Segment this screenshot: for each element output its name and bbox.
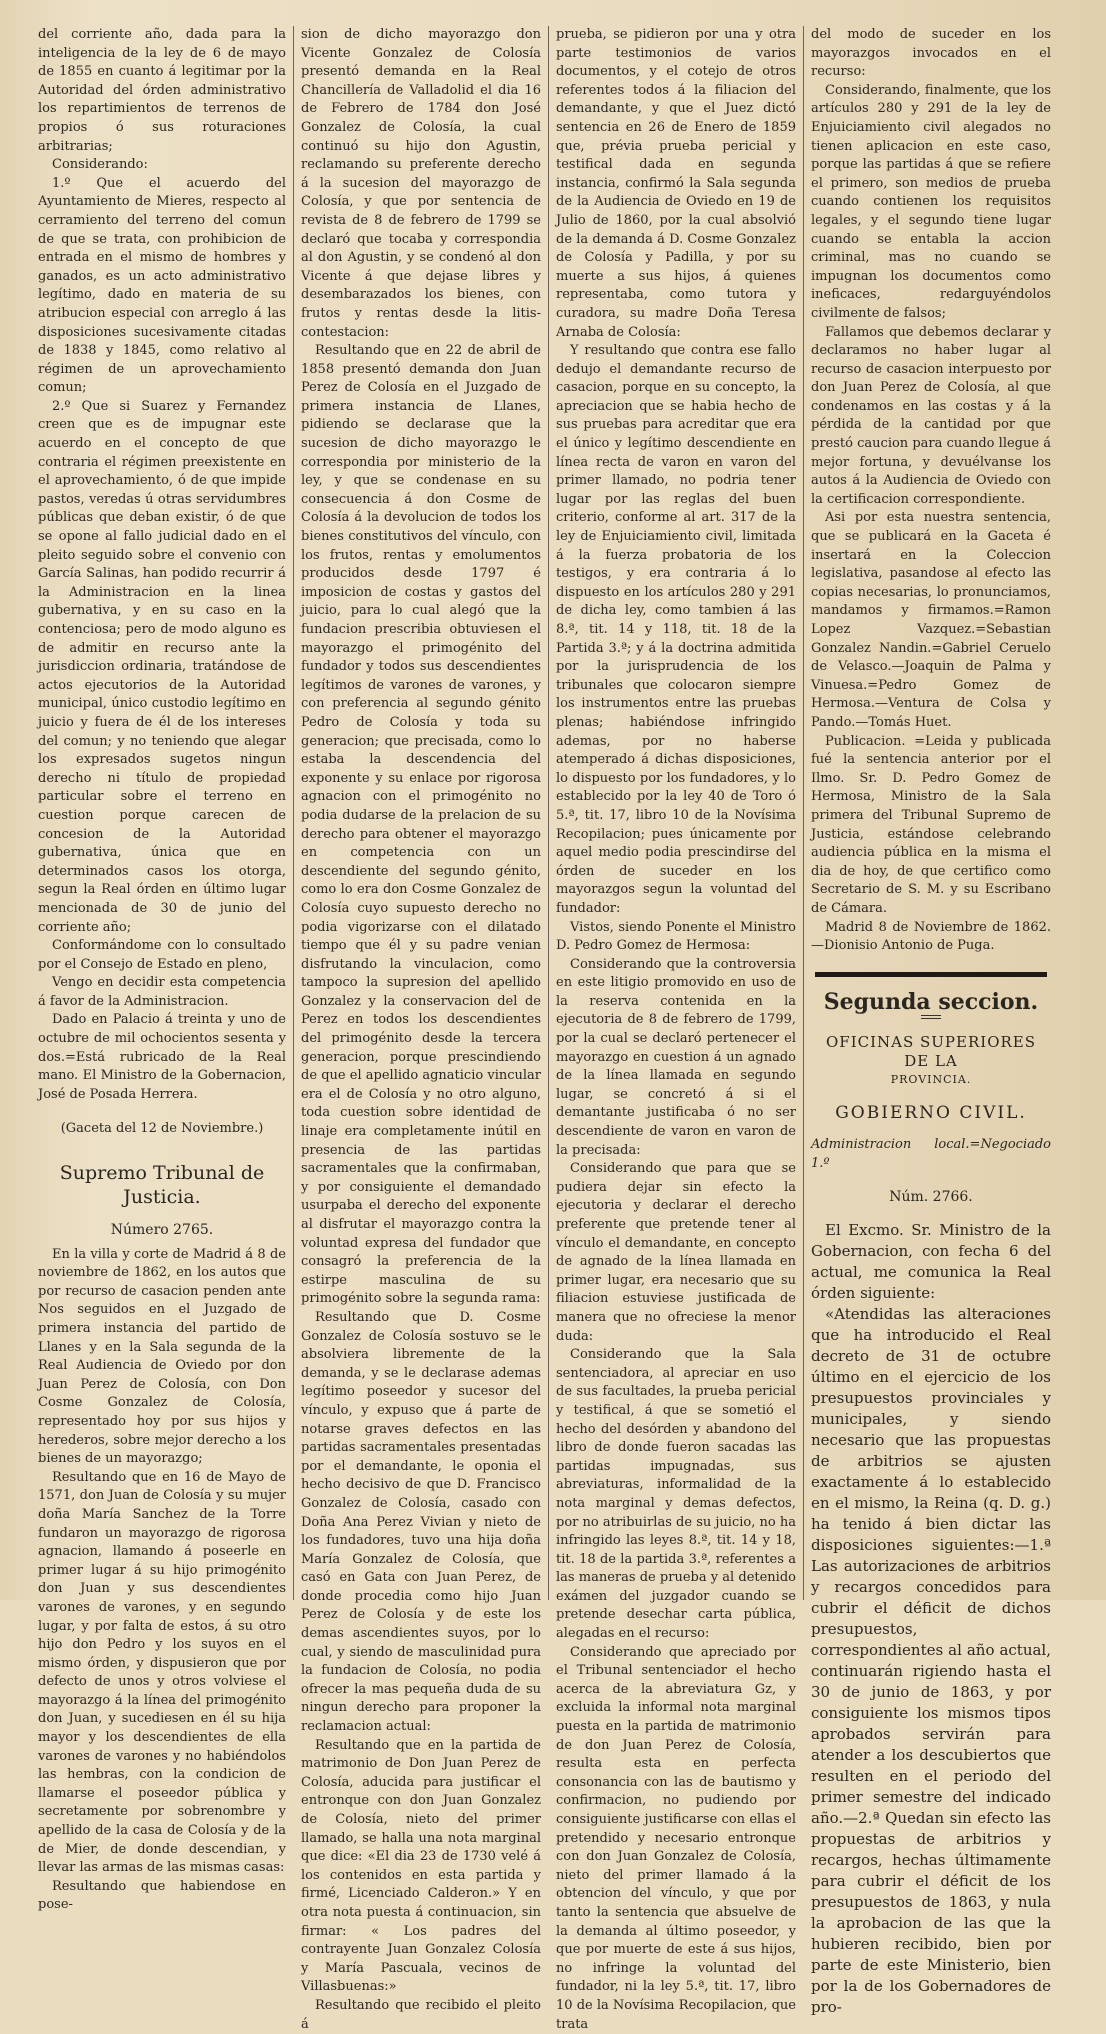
paragraph: El Excmo. Sr. Ministro de la Gobernacion, con fecha 6 del actual, me comunica la Real órden siguiente: — [811, 1221, 1051, 1303]
paragraph: Publicacion. =Leida y publicada fué la sentencia anterior por el Ilmo. Sr. D. Pedro Gomez de Hermosa, Ministro de la Sala primera del Tribunal Supremo de Justicia, estándose celebrando audiencia pública en la misma el dia de hoy, de que certifico como Secretario de S. M. y su Escribano de Cámara. — [811, 733, 1051, 916]
paragraph: Asi por esta nuestra sentencia, que se publicará en la Gaceta é insertará en la Coleccion legislativa, pasandose al efecto las copias necesarias, lo pronunciamos, mandamos y firmamos.=Ramon Lopez Vazquez.=Sebastian Gonzalez Nandin.=Gabriel Ceruelo de Velasco.—Joaquin de Palma y Vinuesa.=Pedro Gomez de Hermosa.—Ventura de Colsa y Pando.—Tomás Huet. — [811, 510, 1051, 730]
paragraph: sion de dicho mayorazgo don Vicente Gonzalez de Colosía presentó demanda en la Real Chancillería de Valladolid el dia 16 de Febrero de 1784 don José Gonzalez de Colosía, la cual continuó su hijo don Agustin, reclamando su preferente derecho á la sucesion del mayorazgo de Colosía, y que por sentencia de revista de 8 de febrero de 1799 se declaró que tocaba y correspondia al don Agustin, y se condenó al don Vicente á que dejase libres y desembarazados los bienes, con frutos y rentas desde la litis-contestacion: — [301, 27, 541, 340]
paragraph: prueba, se pidieron por una y otra parte testimonios de varios documentos, y el cotejo de otros referentes todos á la filiacion del demandante, y que el Juez dictó sentencia en 26 de Enero de 1859 que, prévia prueba pericial y testifical dada en segunda instancia, confirmó la Sala segunda de la Audiencia de Oviedo en 19 de Julio de 1860, por la cual absolvió de la demanda á D. Cosme Gonzalez de Colosía y Padilla, y por su muerte a sus hijos, á quienes representaba, como tutora y curadora, su madre Doña Teresa Arnaba de Colosía: — [556, 27, 796, 340]
column-3 — [548, 26, 803, 2032]
paragraph: Resultando que en la partida de matrimonio de Don Juan Perez de Colosía, aducida para justificar el entronque con don Juan Gonzalez de Colosía, nieto del primer llamado, se halla una nota marginal que dice: «El dia 23 de 1730 velé á los contenidos en esta partida y firmé, Licenciado Calderon.» Y en otra nota puesta á continuacion, sin firmar: « Los padres del contrayente Juan Gonzalez Colosía y María Pascuala, vecinos de Villasbuenas:» — [301, 1737, 541, 1995]
column-2 — [293, 26, 548, 2032]
paragraph: Resultando que en 16 de Mayo de 1571, don Juan de Colosía y su mujer doña María Sanchez de la Torre fundaron un mayorazgo de rigorosa agnacion, llamando á poseerle en primer lugar á su hijo primogénito don Juan y sus descendientes varones de varones, y en segundo lugar, y por falta de estos, á su otro hijo don Pedro y los suyos en el mismo órden, y dispusieron que por defecto de unos y otros volviese el mayorazgo á la línea del primogénito don Juan, y sucediesen en él su hija mayor y los descendientes de ella varones de varones y no habiéndolos las hembras, con la condicion de llamarse el poseedor pública y secretamente por sobrenombre y apellido de la casa de Colosía y de la de Mier, de donde descendian, y llevar las armas de las mismas casas: — [38, 1469, 286, 1876]
columns — [38, 26, 1090, 2032]
item-number: Número 2765. — [110, 1222, 214, 1239]
gaceta-reference: (Gaceta del 12 de Noviembre.) — [60, 1121, 264, 1137]
item-number: Núm. 2766. — [889, 1188, 973, 1205]
admin-line: Administracion local.=Negociado 1.º — [811, 1137, 1051, 1172]
paragraph: Considerando que para que se pudiera dejar sin efecto la ejecutoria y declarar el derecho preferente que pretende tener al vínculo el demandante, en concepto de agnado de la línea llamada en primer lugar, era necesario que su filiacion estuviese justificada de manera que no ofreciese la menor duda: — [556, 1161, 796, 1344]
section-heading: Segunda seccion. — [823, 988, 1039, 1015]
paragraph: «Atendidas las alteraciones que ha introducido el Real decreto de 31 de octubre último en el ejercicio de los presupuestos provinciales y municipales, y siendo necesario que las propuestas de arbitrios se ajusten exactamente á lo establecido en el mismo, la Reina (q. D. g.) ha tenido á bien dictar las disposiciones siguientes:—1.ª Las autorizaciones de arbitrios y recargos concedidos para cubrir el déficit de dichos presupuestos, correspondientes al año actual, continuarán rigiendo hasta el 30 de junio de 1863, y por consiguiente los mismos tipos aprobados servirán para atender a los descubiertos que resulten en el periodo del primer semestre del indicado año.—2.ª Quedan sin efecto las propuestas de arbitrios y recargos, hechas últimamente para cubrir el déficit de los presupuestos de 1863, y nula la aprobacion de las que la hubieren recibido, bien por parte de este Ministerio, bien por la de los Gobernadores de pro- — [811, 1305, 1051, 2017]
column-1 — [38, 26, 293, 1913]
paragraph: Y resultando que contra ese fallo dedujo el demandante recurso de casacion, porque en su concepto, la apreciacion que se habia hecho de sus pruebas para acreditar que era el único y legítimo descendiente en línea recta de varon en varon del primer llamado, no podria tener lugar por las reglas del buen criterio, conforme al art. 317 de la ley de Enjuiciamiento civil, limitada á la fuerza probatoria de los testigos, y era contraria á lo dispuesto en los artículos 280 y 291 de dicha ley, como tambien á las 8.ª, tit. 14 y 118, tit. 18 de la Partida 3.ª; y á la doctrina admitida por la jurisprudencia de los tribunales que colocaron siempre los instrumentos entre las pruebas plenas; habiéndose infringido ademas, por no haberse atemperado á dichas disposiciones, lo dispuesto por los fundadores, y lo establecido por la ley 40 de Toro ó 5.ª, tit. 17, libro 10 de la Novísima Recopilacion; pues únicamente por aquel medio podia prescindirse del órden de suceder en los mayorazgos segun la voluntad del fundador: — [556, 343, 796, 916]
paragraph: En la villa y corte de Madrid á 8 de noviembre de 1862, en los autos que por recurso de casacion penden ante Nos seguidos en el Juzgado de primera instancia del partido de Llanes y en la Sala segunda de la Real Audiencia de Oviedo por don Juan Perez de Colosía, con Don Cosme Gonzalez de Colosía, representado hoy por sus hijos y herederos, sobre mejor derecho a los bienes de un mayorazgo; — [38, 1246, 286, 1467]
section-divider — [815, 972, 1047, 977]
paragraph: Considerando que apreciado por el Tribunal sentenciador el hecho acerca de la abreviatura Gz, y excluida la informal nota marginal puesta en la partida de matrimonio de don Juan Perez de Colosía, resulta esta en perfecta consonancia con las de bautismo y confirmacion, no pudiendo por consiguiente justificarse con ellas el pretendido y necesario entronque con don Juan Gonzalez de Colosía, nieto del primer llamado á la obtencion del vínculo, y que por tanto la sentencia que absuelve de la demanda al último poseedor, y que por muerte de este á sus hijos, no infringe la voluntad del fundador, ni la ley 5.ª, tit. 17, libro 10 de la Novísima Recopilacion, que trata — [556, 1644, 796, 2032]
paragraph: Vengo en decidir esta competencia á favor de la Administracion. — [38, 975, 286, 1009]
paragraph: Considerando que la controversia en este litigio promovido en uso de la reserva contenida en la ejecutoria de 8 de febrero de 1799, por la cual se declaró pertenecer el mayorazgo en cuestion á un agnado de la línea llamada en segundo lugar, se concretó á si el demantante justificaba ó no ser descendiente de varon en varon de la precisada: — [556, 956, 796, 1158]
double-rule — [921, 1015, 941, 1019]
offices-heading: OFICINAS SUPERIORES DE LA — [825, 1033, 1037, 1071]
paragraph: Considerando, finalmente, que los artículos 280 y 291 de la ley de Enjuiciamiento civil alegados no tienen aplicacion en este caso, porque las partidas á que se refiere el primero, son medios de prueba cuando contienen los requisitos legales, y el segundo tiene lugar cuando se entabla la accion criminal, mas no cuando se impugnan los documentos como ineficaces, redarguyéndolos civilmente de falsos; — [811, 82, 1051, 321]
paragraph: Resultando que habiendose en pose- — [38, 1878, 286, 1913]
section-title: Supremo Tribunal de Justicia. — [59, 1162, 265, 1209]
paragraph: Resultando que en 22 de abril de 1858 presentó demanda don Juan Perez de Colosía en el Juzgado de primera instancia de Llanes, pidiendo se declarase que la sucesion de dicho mayorazgo le correspondia por ministerio de la ley, y que se condenase en su consecuencia á don Cosme de Colosía á la devolucion de todos los bienes constitutivos del vínculo, con los frutos, rentas y emolumentos producidos desde 1797 é imposicion de costas y gastos del juicio, para lo cual alegó que la fundacion prescribia obtuviesen el mayorazgo el primogénito del fundador y todos sus descendientes legítimos de varones de varones, y con preferencia al segundo génito Pedro de Colosía y toda su generacion; que precisada, como lo estaba la descendencia del exponente y su enlace por rigorosa agnacion con el primogénito no podia dudarse de la prelacion de su derecho para obtener el mayorazgo en competencia con un descendiente del segundo génito, como lo era don Cosme Gonzalez de Colosía cuyo supuesto derecho no podia vigorizarse con el dilatado tiempo que él y su padre venian disfrutando la vinculacion, como tampoco la supresion del apellido Gonzalez y la conservacion del de Perez en todos los descendientes del primogénito desde la tercera generacion, porque prescindiendo de que el apellido agnaticio vincular era el de Colosía y no otro alguno, toda cuestion sobre identidad de linaje era completamente inútil en presencia de las partidas sacramentales que la confirmaban, y por consiguiente el demandado usurpaba el derecho del exponente al disfrutar el mayorazgo contra la voluntad expresa del fundador que consagró la preferencia de la estirpe masculina de su primogénito sobre la segunda rama: — [301, 343, 541, 1307]
paragraph: Fallamos que debemos declarar y declaramos no haber lugar al recurso de casacion interpuesto por don Juan Perez de Colosía, al que condenamos en las costas y á la pérdida de la cantidad por que prestó caucion para cuando llegue á mejor fortuna, y devuélvanse los autos á la Audiencia de Oviedo con la certificacion correspondiente. — [811, 324, 1051, 507]
paragraph: 1.º Que el acuerdo del Ayuntamiento de Mieres, respecto al cerramiento del terreno del comun de que se trata, con prohibicion de entrada en el mismo de hombres y ganados, es un acto administrativo legítimo, dado en materia de su atribucion especial con arreglo á las disposiciones sucesivamente citadas de 1838 y 1845, como relativo al régimen de un aprovechamiento comun; — [38, 175, 286, 396]
column-4 — [803, 26, 1058, 2017]
paragraph: Resultando que recibido el pleito á — [301, 1997, 541, 2032]
paragraph: Resultando que D. Cosme Gonzalez de Colosía sostuvo se le absolviera libremente de la demanda, y se le declarase ademas legítimo poseedor y sucesor del vínculo, y expuso que á parte de notarse graves defectos en las partidas sacramentales presentadas por el demandante, le oponia el hecho decisivo de que D. Francisco Gonzalez de Colosía, casado con Doña Ana Perez Vivian y nieto de los fundadores, tuvo una hija doña María Gonzalez de Colosía, que casó en Gata con Juan Perez, de donde procedia como hijo Juan Perez de Colosía y de este los demas ascendientes suyos, por lo cual, y siendo de masculinidad pura la fundacion de Colosía, no podia ofrecer la mas pequeña duda de su ningun derecho para proponer la reclamacion actual: — [301, 1309, 541, 1735]
paragraph: Considerando: — [52, 157, 148, 173]
gobierno-heading: GOBIERNO CIVIL. — [835, 1102, 1027, 1123]
paragraph: 2.º Que si Suarez y Fernandez creen que es de impugnar este acuerdo en el concepto de que contraria el régimen preexistente en el aprovechamiento, ó de que impide pastos, veredas ú otras servidumbres públicas que deban existir, ó de que se opone al fallo judicial dado en el pleito seguido sobre el convenio con García Salinas, han podido recurrir á la Administracion en la linea gubernativa, y en su caso en la contenciosa; pero de modo alguno es de admitir en recurso ante la jurisdiccion ordinaria, tratándose de actos ejecutorios de la Autoridad municipal, único custodio legítimo en juicio y fuera de él de los intereses del comun; y no teniendo que alegar los expresados sugetos ningun derecho ni título de propiedad particular sobre el terreno en cuestion porque carecen de concesion de la Autoridad gubernativa, única que en determinados casos los otorga, segun la Real órden en último lugar mencionada de 30 de junio del corriente año; — [38, 398, 286, 935]
paragraph: Madrid 8 de Noviembre de 1862.—Dionisio Antonio de Puga. — [811, 919, 1051, 954]
paragraph: Dado en Palacio á treinta y uno de octubre de mil ochocientos sesenta y dos.=Está rubricado de la Real mano. El Ministro de la Gobernacion, José de Posada Herrera. — [38, 1012, 286, 1102]
paragraph: del modo de suceder en los mayorazgos invocados en el recurso: — [811, 27, 1051, 80]
paragraph: Considerando que la Sala sentenciadora, al apreciar en uso de sus facultades, la prueba pericial y testifical, á que se sometió el hecho del desórden y abandono del libro de donde fueron sacadas las partidas impugnadas, sus abreviaturas, informalidad de la nota marginal y demas defectos, por no atribuirlas de su juicio, no ha infringido las leyes 8.ª, tit. 14 y 18, tit. 18 de la partida 3.ª, referentes a las maneras de prueba y al detenido exámen del juzgador cuando se pretende desechar carta pública, alegadas en el recurso: — [556, 1347, 796, 1642]
paragraph: Conformándome con lo consultado por el Consejo de Estado en pleno, — [38, 938, 286, 972]
paragraph: Vistos, siendo Ponente el Ministro D. Pedro Gomez de Hermosa: — [556, 919, 796, 954]
paragraph: del corriente año, dada para la inteligencia de la ley de 6 de mayo de 1855 en cuanto á legitimar por la Autoridad del órden administrativo los repartimientos de terrenos de propios ó sus roturaciones arbitrarias; — [38, 27, 286, 154]
offices-subheading: PROVINCIA. — [890, 1073, 972, 1087]
